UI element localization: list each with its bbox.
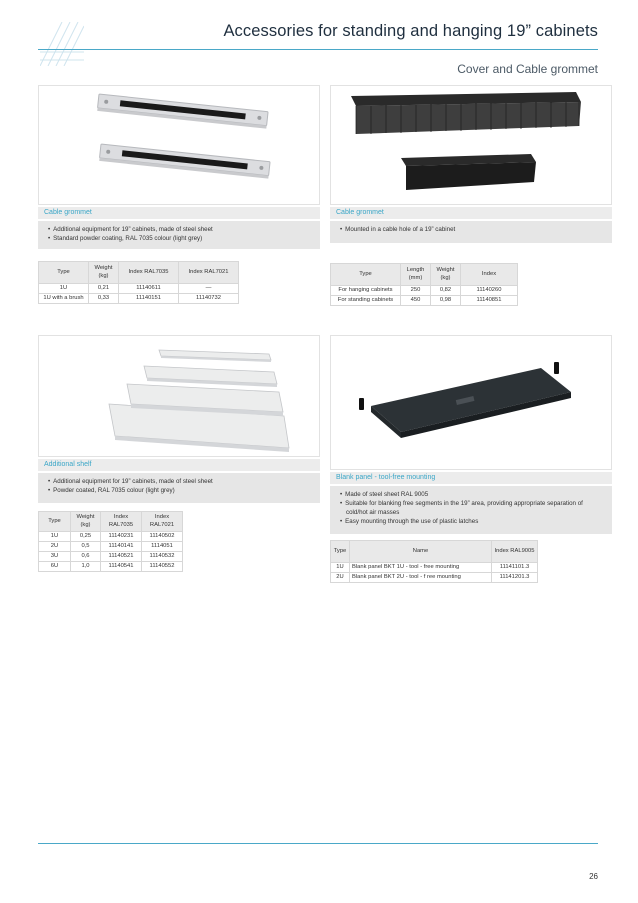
product-image-cable-grommet-brush bbox=[330, 85, 612, 205]
header-divider bbox=[38, 49, 598, 50]
table-cell: 2U bbox=[331, 573, 350, 583]
header-decoration-icon bbox=[40, 22, 84, 66]
column-header: Type bbox=[39, 262, 89, 284]
column-header: Index RAL9005 bbox=[492, 541, 538, 563]
table-header-row bbox=[331, 541, 538, 563]
spec-table-additional-shelf bbox=[38, 511, 183, 572]
column-header: Weight (kg) bbox=[89, 262, 119, 284]
spec-table-cable-grommet-panel bbox=[38, 261, 239, 304]
column-header: Index RAL7035 bbox=[101, 512, 142, 532]
column-header: Weight (kg) bbox=[71, 512, 101, 532]
table-cell: 11141101.3 bbox=[492, 563, 538, 573]
spec-table-cable-grommet-brush bbox=[330, 263, 518, 306]
bullet: • Suitable for blanking free segments in the 19” area, providing appropriate separation of cold/hot air masses bbox=[338, 500, 604, 518]
table-cell: 11140151 bbox=[119, 294, 179, 304]
caption-cable-grommet-brush: Cable grommet bbox=[330, 207, 612, 219]
table-row bbox=[331, 286, 518, 296]
table-row bbox=[39, 532, 183, 542]
table-cell: 11141201.3 bbox=[492, 573, 538, 583]
bullet: • Additional equipment for 19” cabinets, made of steel sheet bbox=[46, 478, 312, 487]
table-row bbox=[39, 552, 183, 562]
column-header: Index RAL7035 bbox=[119, 262, 179, 284]
table-cell: 250 bbox=[401, 286, 431, 296]
product-image-cable-grommet-panel bbox=[38, 85, 320, 205]
table-cell: Blank panel BKT 1U - tool - free mounting bbox=[350, 563, 492, 573]
product-image-blank-panel bbox=[330, 335, 612, 470]
table-cell: 2U bbox=[39, 542, 71, 552]
table-cell: 11140231 bbox=[101, 532, 142, 542]
table-cell: 0,6 bbox=[71, 552, 101, 562]
description-cable-grommet-panel bbox=[38, 221, 320, 249]
table-cell: — bbox=[179, 284, 239, 294]
table-cell: 3U bbox=[39, 552, 71, 562]
table-row bbox=[39, 294, 239, 304]
table-row bbox=[39, 542, 183, 552]
bullet: • Easy mounting through the use of plastic latches bbox=[338, 518, 604, 527]
table-cell: Blank panel BKT 2U - tool - f ree mounting bbox=[350, 573, 492, 583]
table-cell: 1,0 bbox=[71, 562, 101, 572]
table-header-row bbox=[331, 264, 518, 286]
table-cell: 1114051 bbox=[142, 542, 183, 552]
table-cell: For hanging cabinets bbox=[331, 286, 401, 296]
caption-cable-grommet-panel: Cable grommet bbox=[38, 207, 320, 219]
table-cell: 0,21 bbox=[89, 284, 119, 294]
table-cell: 1U bbox=[331, 563, 350, 573]
column-header: Type bbox=[39, 512, 71, 532]
table-cell: 1U bbox=[39, 284, 89, 294]
table-cell: 1U bbox=[39, 532, 71, 542]
spec-table-blank-panel bbox=[330, 540, 538, 583]
footer-divider bbox=[38, 843, 598, 844]
description-additional-shelf bbox=[38, 473, 320, 503]
column-header: Type bbox=[331, 264, 401, 286]
table-cell: 11140851 bbox=[461, 296, 518, 306]
table-cell: 11140732 bbox=[179, 294, 239, 304]
table-row bbox=[39, 562, 183, 572]
table-cell: 11140521 bbox=[101, 552, 142, 562]
bullet: • Additional equipment for 19” cabinets, made of steel sheet bbox=[46, 226, 312, 235]
page-title: Accessories for standing and hanging 19” cabinets bbox=[223, 22, 598, 40]
bullet: • Standard powder coating, RAL 7035 colour (light grey) bbox=[46, 235, 312, 244]
caption-blank-panel: Blank panel - tool-free mounting bbox=[330, 472, 612, 484]
table-row bbox=[39, 284, 239, 294]
table-cell: 1U with a brush bbox=[39, 294, 89, 304]
column-header: Index RAL7021 bbox=[142, 512, 183, 532]
column-header: Weight (kg) bbox=[431, 264, 461, 286]
table-cell: For standing cabinets bbox=[331, 296, 401, 306]
table-cell: 0,98 bbox=[431, 296, 461, 306]
table-row bbox=[331, 573, 538, 583]
table-cell: 0,5 bbox=[71, 542, 101, 552]
description-blank-panel bbox=[330, 486, 612, 534]
table-cell: 11140611 bbox=[119, 284, 179, 294]
table-header-row bbox=[39, 512, 183, 532]
table-cell: 450 bbox=[401, 296, 431, 306]
table-cell: 11140260 bbox=[461, 286, 518, 296]
bullet: • Powder coated, RAL 7035 colour (light grey) bbox=[46, 487, 312, 496]
product-image-additional-shelf bbox=[38, 335, 320, 457]
table-header-row bbox=[39, 262, 239, 284]
table-cell: 11140141 bbox=[101, 542, 142, 552]
bullet: • Made of steel sheet RAL 9005 bbox=[338, 491, 604, 500]
column-header: Length (mm) bbox=[401, 264, 431, 286]
column-header: Index bbox=[461, 264, 518, 286]
caption-additional-shelf: Additional shelf bbox=[38, 459, 320, 471]
table-cell: 0,82 bbox=[431, 286, 461, 296]
description-cable-grommet-brush bbox=[330, 221, 612, 243]
table-row bbox=[331, 563, 538, 573]
table-cell: 11140502 bbox=[142, 532, 183, 542]
table-cell: 11140541 bbox=[101, 562, 142, 572]
page-number: 26 bbox=[589, 872, 598, 881]
table-cell: 6U bbox=[39, 562, 71, 572]
table-cell: 11140532 bbox=[142, 552, 183, 562]
table-cell: 0,25 bbox=[71, 532, 101, 542]
column-header: Index RAL7021 bbox=[179, 262, 239, 284]
page-subtitle: Cover and Cable grommet bbox=[457, 62, 598, 76]
column-header: Name bbox=[350, 541, 492, 563]
column-header: Type bbox=[331, 541, 350, 563]
table-cell: 11140552 bbox=[142, 562, 183, 572]
bullet: • Mounted in a cable hole of a 19” cabinet bbox=[338, 226, 604, 235]
table-cell: 0,33 bbox=[89, 294, 119, 304]
table-row bbox=[331, 296, 518, 306]
